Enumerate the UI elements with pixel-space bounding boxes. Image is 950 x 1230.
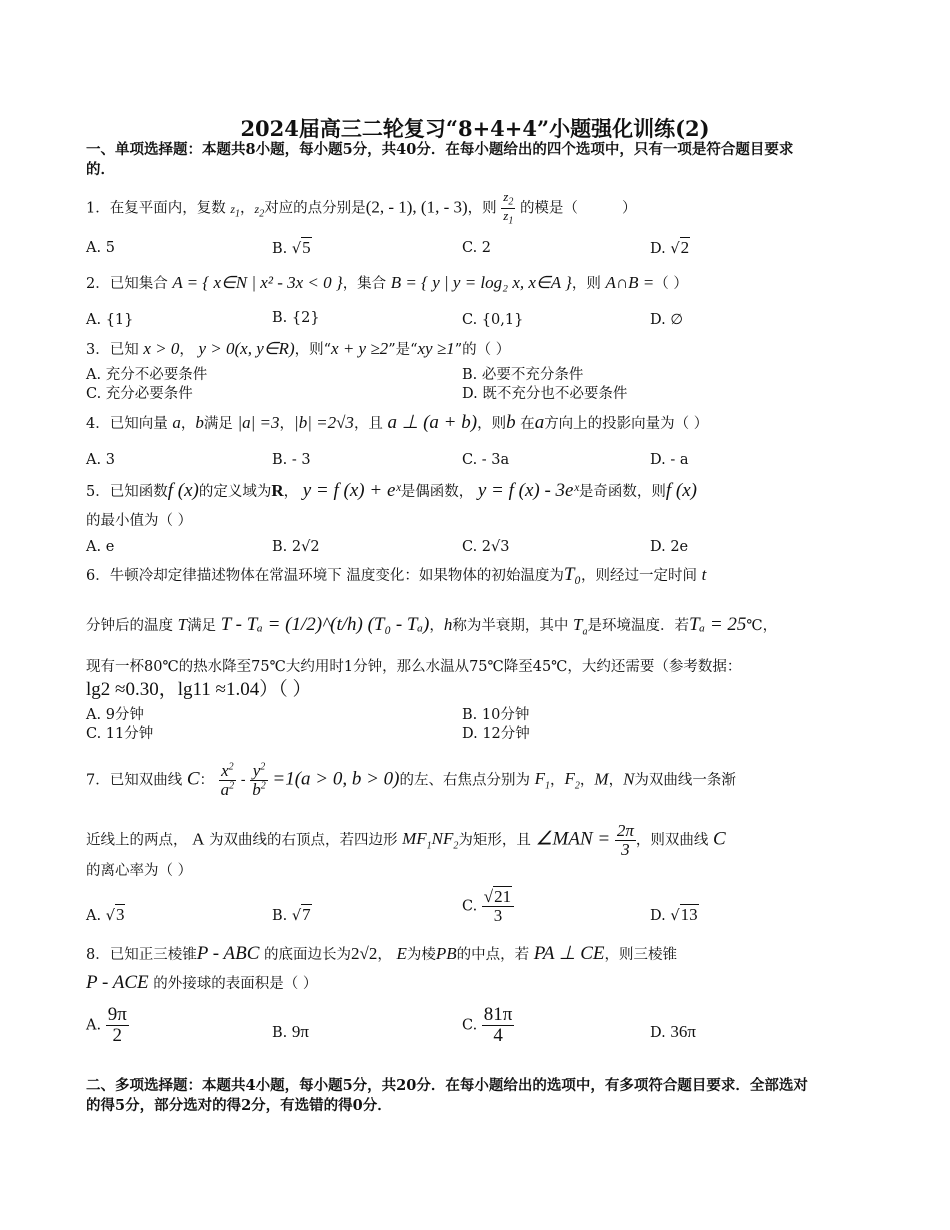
question-5-cont: 的最小值为（ ） [86,513,193,529]
set-a: A = { x∈N | x² - 3x < 0 } [172,273,343,292]
q5-option-d[interactable]: D. 2e [650,539,689,555]
q2-option-a[interactable]: A. {1} [86,312,134,328]
q2-option-d[interactable]: D. ∅ [650,312,683,328]
question-7-line2: 近线上的两点， A 为双曲线的右顶点，若四边形 $MF_1NF_2$为矩形，且 ∠MAN = $\frac{2\pi}{3}$ ，则双曲线 C [86,821,726,859]
q5-option-a[interactable]: A. e [86,539,115,555]
question-6-line4: lg2 ≈0.30，lg11 ≈1.04）（ ） [86,679,312,700]
q3-option-b[interactable]: B. 必要不充分条件 [462,367,584,383]
q6-option-b[interactable]: B. 10分钟 [462,707,530,723]
q5-option-b[interactable]: B. 2√2 [272,539,320,555]
question-8: 8．已知正三棱锥P - ABC 的底面边长为2√2， E为棱PB的中点，若 PA ⊥ CE，则三棱锥 [86,943,677,964]
q2-option-b[interactable]: B. {2} [272,310,320,326]
q3-option-a[interactable]: A. 充分不必要条件 [86,367,208,383]
q7-option-b[interactable]: B. √7 [272,905,311,924]
q5-option-c[interactable]: C. 2√3 [462,539,510,555]
question-2: 2．已知集合 A = { x∈N | x² - 3x < 0 }，集合 B = { y | y = log₂ x, x∈A }，则 A∩B =（ ） [86,273,688,292]
q7-option-d[interactable]: D. √13 [650,905,698,924]
question-6-line2: 分钟后的温度 T满足 T - Tₐ = (1/2)^(t/h) (T₀ - Tₐ)，h称为半衰期，其中 $T_a$是环境温度．若Tₐ = 25℃， [86,614,778,638]
q8-option-d[interactable]: D. 36π [650,1022,696,1041]
q4-option-b[interactable]: B. - 3 [272,452,311,468]
points: (2, - 1), (1, - 3) [365,197,468,217]
cooling-formula: T - Tₐ = (1/2)^(t/h) (T₀ - Tₐ) [220,614,430,635]
question-8-line2: P - ACE 的外接球的表面积是（ ） [86,972,318,993]
section-1-heading: 一、单项选择题：本题共8小题，每小题5分，共40分．在每小题给出的四个选项中，只有一项是符合题目要求的． [86,141,794,178]
question-4: 4．已知向量 a，b满足 |a| =3，|b| =2√3，且 a ⊥ (a + b)，则b 在a方向上的投影向量为（ ） [86,412,709,433]
q6-option-d[interactable]: D. 12分钟 [462,726,530,742]
page-title: 2024届高三二轮复习“8+4+4”小题强化训练(2) [240,116,710,141]
question-7-line3: 的离心率为（ ） [86,863,193,879]
question-6: 6．牛顿冷却定律描述物体在常温环境下 温度变化：如果物体的初始温度为T₀，则经过一定时间 t [86,564,707,585]
question-3: 3．已知 x > 0， y > 0(x, y∈R)，则“x + y ≥2”是“xy ≥1”的（ ） [86,339,511,358]
q3-option-c[interactable]: C. 充分必要条件 [86,386,193,402]
question-7: 7．已知双曲线 C： $\frac{x^2}{a^2}$ - $\frac{y^2}{b^2}$ =1(a > 0, b > 0)的左、右焦点分别为 $F_1$，$F_2$，M，N为双曲线一条渐 [86,761,736,799]
q4-option-a[interactable]: A. 3 [86,452,115,468]
q3-option-d[interactable]: D. 既不充分也不必要条件 [462,386,628,402]
q6-option-c[interactable]: C. 11分钟 [86,726,154,742]
q1-option-d[interactable]: D. √2 [650,238,690,257]
q7-option-a[interactable]: A. √3 [86,905,125,924]
q1-option-c[interactable]: C. 2 [462,240,492,256]
question-6-line3: 现有一杯80℃的热水降至75℃大约用时1分钟，那么水温从75℃降至45℃，大约还需要（参考数据： [86,659,742,675]
q8-option-b[interactable]: B. 9π [272,1022,309,1041]
section-2-heading: 二、多项选择题：本题共4小题，每小题5分，共20分．在每小题给出的选项中，有多项符合题目要求．全部选对的得5分，部分选对的得2分，有选错的得0分． [86,1077,808,1114]
set-b: B = { y | y = log₂ x, x∈A } [390,273,572,292]
q1-option-a[interactable]: A. 5 [86,240,115,256]
q1-option-b[interactable]: B. √5 [272,238,311,257]
q2-option-c[interactable]: C. {0,1} [462,312,524,328]
q4-option-c[interactable]: C. - 3a [462,452,510,468]
q7-option-c[interactable]: C. $\frac{√21}{3}$ [462,888,514,925]
question-1: 1．在复平面内，复数 $z_1$，$z_2$对应的点分别是(2, - 1), (1, - 3)，则 $\frac{z_2}{z_1}$ 的模是（ ） [86,189,637,227]
question-5: 5．已知函数f (x)的定义域为R， y = f (x) + eˣ是偶函数， y = f (x) - 3eˣ是奇函数，则f (x) [86,480,697,501]
q4-option-d[interactable]: D. - a [650,452,689,468]
q8-option-a[interactable]: A. $\frac{9\pi}{2}$ [86,1004,127,1046]
q6-option-a[interactable]: A. 9分钟 [86,707,144,723]
q8-option-c[interactable]: C. $\frac{81\pi}{4}$ [462,1004,513,1046]
